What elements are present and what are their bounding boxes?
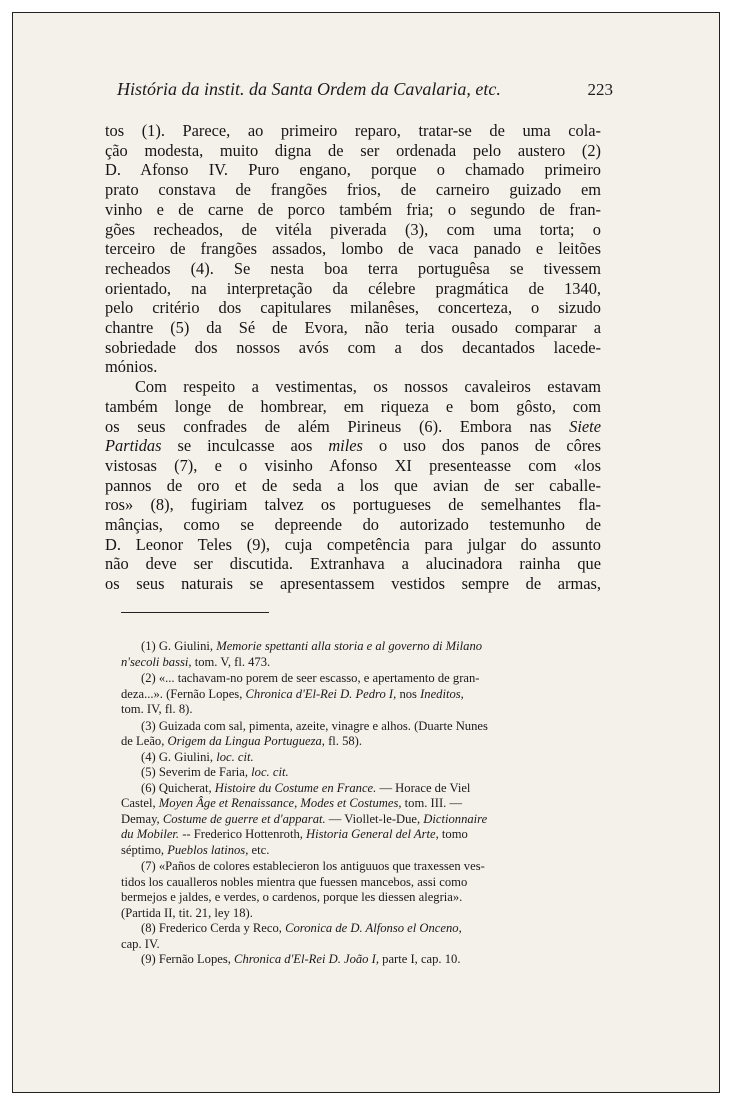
footnote-italic: Chronica d'El-Rei D. Pedro I, xyxy=(245,686,397,701)
text-line: não deve ser discutida. Extranhava a alucinadora rainha que xyxy=(105,554,601,574)
footnote-text: nos xyxy=(399,686,417,701)
text-line xyxy=(105,417,601,437)
footnote-text: (6) Quicherat, xyxy=(141,780,212,795)
footnote-7-cont xyxy=(121,875,567,891)
text-line: também longe de hombrear, em riqueza e bom gôsto, com xyxy=(105,396,601,416)
text-line: D. Leonor Teles (9), cuja competência para julgar do assunto xyxy=(105,534,601,554)
footnotes xyxy=(121,639,567,968)
italic-title: Siete xyxy=(569,416,602,436)
footnote-text: (4) G. Giulini, xyxy=(141,749,214,764)
text-line: sobriedade dos nossos avós com a dos decantados lacede- xyxy=(105,337,601,357)
footnote-3 xyxy=(121,719,567,735)
page-number: 223 xyxy=(587,80,613,99)
footnote-text: tom. V, fl. 473. xyxy=(194,654,271,669)
text-segment: os seus confrades de além Pirineus (6). Embora nas xyxy=(105,416,552,436)
text-line: D. Afonso IV. Puro engano, porque o chamado primeiro xyxy=(105,160,601,180)
footnote-2 xyxy=(121,671,567,687)
text-line: pannos de oro et de seda a los que avian de ser caballe- xyxy=(105,475,601,495)
footnote-2-cont xyxy=(121,687,567,703)
text-line: orientado, na interpretação da célebre pragmática de 1340, xyxy=(105,278,601,298)
text-line: terceiro de frangões assados, lombo de vaca panado e leitões xyxy=(105,239,601,259)
footnote-italic: Historia General del Arte, xyxy=(306,827,439,841)
footnote-italic: Dictionnaire xyxy=(423,811,488,826)
footnote-4 xyxy=(121,750,567,766)
text-line: chantre (5) da Sé de Evora, não teria ousado comparar a xyxy=(105,318,601,338)
footnote-text: séptimo, xyxy=(121,842,165,857)
footnote-9 xyxy=(121,952,567,968)
main-text xyxy=(105,121,601,594)
footnote-italic: Costume de guerre et d'apparat. xyxy=(162,811,326,826)
running-title: História da instit. da Santa Ordem da Cavalaria, etc. xyxy=(117,79,501,99)
footnote-7-cont xyxy=(121,906,567,922)
text-line: os seus naturais se apresentassem vestidos sempre de armas, xyxy=(105,574,601,594)
footnote-8-cont xyxy=(121,937,567,953)
text-line: vistosas (7), e o visinho Afonso XI presenteasse com «los xyxy=(105,455,601,475)
footnote-text: parte I, cap. 10. xyxy=(382,952,461,966)
footnote-italic: Chronica d'El-Rei D. João I, xyxy=(234,952,379,966)
footnote-text: (3) Guizada com sal, pimenta, azeite, vinagre e alhos. (Duarte Nunes xyxy=(141,718,488,733)
italic-word: miles xyxy=(328,436,363,456)
footnote-text: tom. III. — xyxy=(404,796,463,810)
footnote-italic: loc. cit. xyxy=(251,765,289,779)
footnote-6-cont xyxy=(121,812,567,828)
footnote-italic: Pueblos latinos, xyxy=(167,842,249,857)
footnote-6-cont xyxy=(121,796,567,812)
footnote-1 xyxy=(121,639,567,655)
footnote-text: (2) «... tachavam-no porem de seer escasso, e apertamento de gran- xyxy=(141,671,480,685)
footnote-6-cont xyxy=(121,827,567,843)
footnote-text: (9) Fernão Lopes, xyxy=(141,952,231,966)
text-line: ros» (8), fugiriam talvez os portugueses de semelhantes fla- xyxy=(105,495,601,515)
footnote-italic: Histoire du Costume en France. xyxy=(214,780,377,795)
text-line: recheados (4). Se nesta boa terra portuguêsa se tivessem xyxy=(105,258,601,278)
footnote-text: (Partida II, tit. 21, ley 18). xyxy=(121,905,253,920)
footnote-text: tidos los caualleros nobles mientra que fuessen mancebos, assi como xyxy=(121,874,468,889)
footnote-text: (1) G. Giulini, xyxy=(141,639,214,653)
footnote-text: Castel, xyxy=(121,796,156,810)
text-line: pelo critério dos capitulares milanêses, concerteza, o sizudo xyxy=(105,298,601,318)
text-line: ção modesta, muito digna de ser ordenada pelo austero (2) xyxy=(105,140,601,160)
book-page xyxy=(12,12,720,1093)
footnote-6 xyxy=(121,781,567,797)
footnote-text: cap. IV. xyxy=(121,936,160,951)
text-line: mânçias, como se depreende do autorizado testemunho de xyxy=(105,515,601,535)
text-segment: se inculcasse aos xyxy=(177,436,313,456)
footnote-7 xyxy=(121,859,567,875)
italic-title: Partidas xyxy=(105,436,162,456)
text-line: tos (1). Parece, ao primeiro reparo, tratar-se de uma cola- xyxy=(105,121,601,140)
footnote-italic: Moyen Âge et Renaissance, Modes et Costumes, xyxy=(158,796,402,810)
footnote-6-cont xyxy=(121,843,567,859)
footnote-italic: n'secoli bassi, xyxy=(121,654,192,669)
footnote-italic: Coronica de D. Alfonso el Onceno, xyxy=(285,921,462,935)
footnote-text: — Horace de Viel xyxy=(379,780,471,795)
footnote-text: — Viollet-le-Due, xyxy=(328,811,421,826)
footnote-8 xyxy=(121,921,567,937)
footnote-text: -- Frederico Hottenroth, xyxy=(182,827,303,841)
footnote-1-cont xyxy=(121,655,567,671)
footnote-text: fl. 58). xyxy=(328,734,363,748)
footnote-text: tom. IV, fl. 8). xyxy=(121,702,193,716)
text-segment: o uso dos panos de côres xyxy=(378,436,601,456)
footnote-3-cont xyxy=(121,734,567,750)
text-line: Com respeito a vestimentas, os nossos cavaleiros estavam xyxy=(135,377,601,397)
footnote-7-cont xyxy=(121,890,567,906)
footnote-rule xyxy=(121,612,269,613)
footnote-text: bermejos e jaldes, e verdes, o cardenos, porque les diessen alegria». xyxy=(121,890,463,904)
footnote-text: de Leão, xyxy=(121,734,165,748)
footnote-text: tomo xyxy=(441,827,468,841)
footnote-text: etc. xyxy=(251,842,270,857)
text-line: prato constava de frangões frios, de carneiro guizado em xyxy=(105,180,601,200)
text-line: gões recheados, de vitéla piverada (3), com uma torta; o xyxy=(105,219,601,239)
footnote-5 xyxy=(121,765,567,781)
footnote-text: (7) «Paños de colores establecieron los antiguuos que traxessen ves- xyxy=(141,859,485,873)
footnote-italic: Ineditos, xyxy=(420,686,464,701)
footnote-2-cont xyxy=(121,702,567,718)
running-header xyxy=(117,79,613,100)
footnote-text: (8) Frederico Cerda y Reco, xyxy=(141,921,282,935)
footnote-text: Demay, xyxy=(121,811,160,826)
text-line: vinho e de carne de porco também fria; o segundo de fran- xyxy=(105,199,601,219)
footnote-italic: Memorie spettanti alla storia e al governo di Milano xyxy=(216,639,483,653)
text-line xyxy=(105,436,601,456)
footnote-italic: du Mobiler. xyxy=(121,827,180,841)
footnote-italic: loc. cit. xyxy=(216,749,254,764)
footnote-text: (5) Severim de Faria, xyxy=(141,765,249,779)
footnote-text: deza...». (Fernão Lopes, xyxy=(121,686,243,701)
footnote-italic: Origem da Lingua Portugueza, xyxy=(167,734,325,748)
text-line: mónios. xyxy=(105,357,158,377)
